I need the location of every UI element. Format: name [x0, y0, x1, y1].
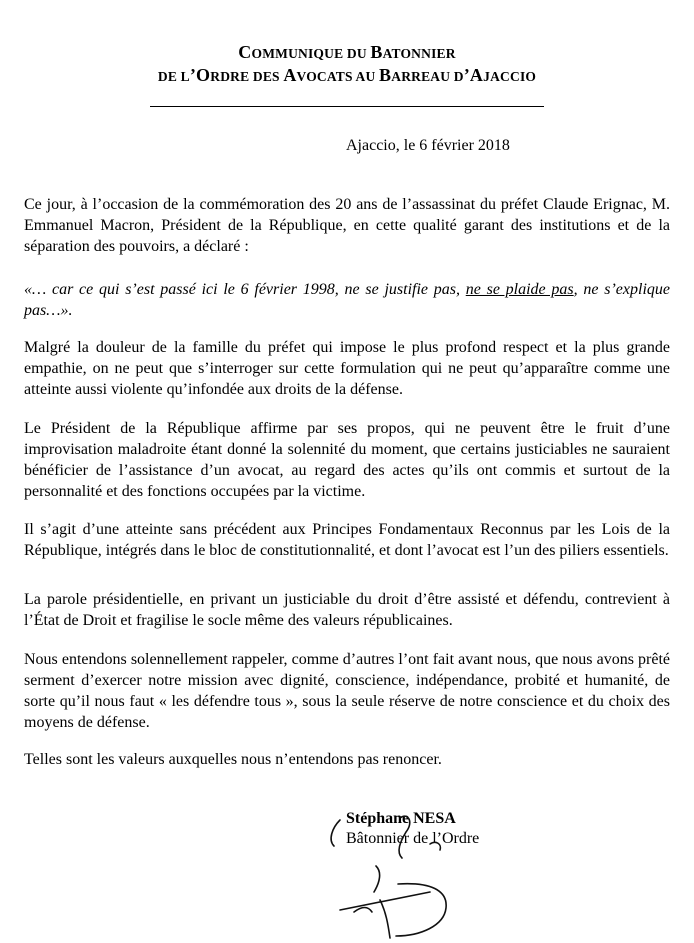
- quote-text: «… car ce qui s’est passé ici le 6 février 1998, ne se justifie pas,: [24, 281, 466, 298]
- title-letter: ’A: [463, 65, 484, 85]
- title-smallcaps: JACCIO: [483, 69, 537, 84]
- paragraph-closing: Telles sont les valeurs auxquelles nous n’entendons pas renoncer.: [24, 751, 442, 768]
- paragraph-quote: [24, 279, 670, 321]
- title-smallcaps: OMMUNIQUE DU: [251, 46, 371, 61]
- paragraph-body: La parole présidentielle, en privant un justiciable du droit d’être assisté et défendu, contrevient à l’État de Droit et fragilise le socle même des valeurs républicaines.: [24, 591, 670, 629]
- title-smallcaps: ATONNIER: [382, 46, 456, 61]
- handwritten-signature: [310, 800, 480, 943]
- title-letter: A: [283, 65, 297, 85]
- quote-text: , ne s’explique pas…».: [24, 281, 670, 319]
- paragraph-intro: Ce jour, à l’occasion de la commémoration des 20 ans de l’assassinat du préfet Claude Erignac, M. Emmanuel Macron, Président de la République, en cette qualité garant des institutions et de la séparation des pouvoirs, a déclaré :: [24, 196, 670, 255]
- paragraph-body: Il s’agit d’une atteinte sans précédent aux Principes Fondamentaux Reconnus par les Lois de la République, intégrés dans le bloc de constitutionnalité, et dont l’avocat est l’un des piliers essentiels.: [24, 521, 670, 559]
- title-letter: C: [238, 42, 252, 62]
- title-letter: ’O: [189, 65, 211, 85]
- paragraph-body: Nous entendons solennellement rappeler, comme d’autres l’ont fait avant nous, que nous avons prêté serment d’exercer notre mission avec dignité, conscience, indépendance, probité et humanité, de sorte qu’il nous faut « les défendre tous », sous la seule réserve de notre conscience et du choix des moyens de défense.: [24, 651, 670, 731]
- title-letter: B: [379, 65, 392, 85]
- document-title-line-1: [0, 42, 694, 63]
- signatory-name: Stéphane NESA: [346, 810, 456, 827]
- title-smallcaps: VOCATS AU: [296, 69, 380, 84]
- title-smallcaps: DE L: [157, 69, 190, 84]
- document-title-line-2: [0, 65, 694, 86]
- quote-underlined-text: ne se plaide pas: [465, 281, 574, 298]
- paragraph-body: Malgré la douleur de la famille du préfet qui impose le plus profond respect et la plus grande empathie, on ne peut que s’interroger sur cette formulation qui ne peut qu’apparaître comme une atteinte aussi violente qu’infondée aux droits de la défense.: [24, 339, 670, 398]
- date-line: Ajaccio, le 6 février 2018: [346, 137, 510, 154]
- title-letter: B: [370, 42, 383, 62]
- signatory-title: Bâtonnier de l’Ordre: [346, 830, 480, 847]
- title-underline-divider: [150, 106, 544, 107]
- title-smallcaps: RDRE DES: [210, 69, 284, 84]
- paragraph-body: Le Président de la République affirme par ses propos, qui ne peuvent être le fruit d’une improvisation maladroite étant donné la solennité du moment, que certains justiciables ne sauraient bénéficier de l’assistance d’un avocat, au regard des actes qu’ils ont commis et surtout de la personnalité et des fonctions occupées par la victime.: [24, 420, 670, 500]
- title-smallcaps: ARREAU D: [391, 69, 464, 84]
